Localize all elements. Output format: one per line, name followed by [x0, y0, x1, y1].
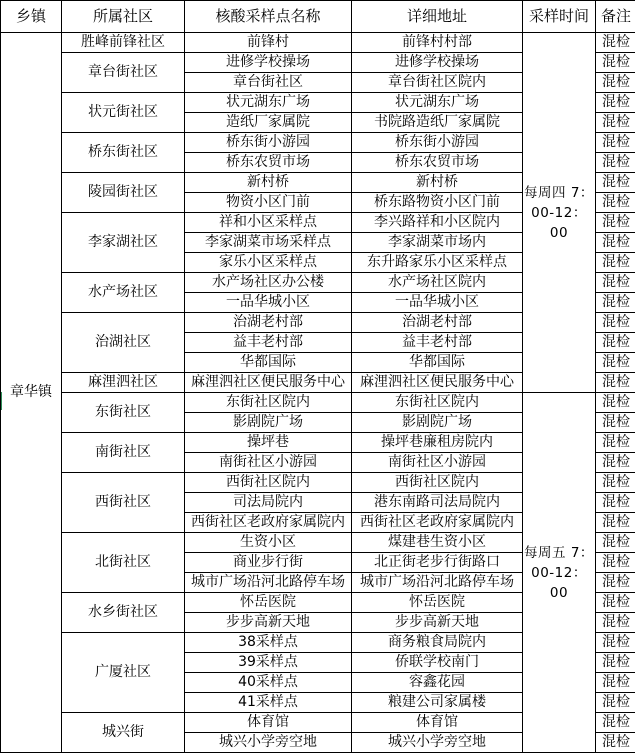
note-cell: 混检 — [596, 433, 635, 453]
note-cell: 混检 — [596, 113, 635, 133]
address-cell: 状元湖东广场 — [352, 93, 523, 113]
site-cell: 水产场社区办公楼 — [185, 273, 352, 293]
community-cell: 胜峰前锋社区 — [62, 33, 185, 53]
community-cell: 状元街社区 — [62, 93, 185, 133]
site-cell: 造纸厂家属院 — [185, 113, 352, 133]
community-cell: 西街社区 — [62, 473, 185, 533]
note-cell: 混检 — [596, 553, 635, 573]
site-cell: 新村桥 — [185, 173, 352, 193]
note-cell: 混检 — [596, 393, 635, 413]
header-town: 乡镇 — [1, 1, 62, 33]
note-cell: 混检 — [596, 453, 635, 473]
address-cell: 桥东路物资小区门前 — [352, 193, 523, 213]
site-cell: 生资小区 — [185, 533, 352, 553]
address-cell: 步步高新天地 — [352, 613, 523, 633]
address-cell: 麻浬泗社区便民服务中心 — [352, 373, 523, 393]
note-cell: 混检 — [596, 213, 635, 233]
address-cell: 体育馆 — [352, 713, 523, 733]
community-cell: 东街社区 — [62, 393, 185, 433]
address-cell: 桥东街小游园 — [352, 133, 523, 153]
address-cell: 怀岳医院 — [352, 593, 523, 613]
note-cell: 混检 — [596, 673, 635, 693]
address-cell: 商务粮食局院内 — [352, 633, 523, 653]
site-cell: 东街社区院内 — [185, 393, 352, 413]
address-cell: 东升路家乐小区采样点 — [352, 253, 523, 273]
community-cell: 城兴街 — [62, 713, 185, 753]
address-cell: 益丰老村部 — [352, 333, 523, 353]
site-cell: 益丰老村部 — [185, 333, 352, 353]
note-cell: 混检 — [596, 193, 635, 213]
header-community: 所属社区 — [62, 1, 185, 33]
note-cell: 混检 — [596, 633, 635, 653]
header-time: 采样时间 — [523, 1, 596, 33]
address-cell: 南街社区小游园 — [352, 453, 523, 473]
address-cell: 李兴路祥和小区院内 — [352, 213, 523, 233]
note-cell: 混检 — [596, 493, 635, 513]
site-cell: 李家湖菜市场采样点 — [185, 233, 352, 253]
note-cell: 混检 — [596, 533, 635, 553]
address-cell: 水产场社区院内 — [352, 273, 523, 293]
note-cell: 混检 — [596, 733, 635, 753]
note-cell: 混检 — [596, 513, 635, 533]
community-cell: 李家湖社区 — [62, 213, 185, 273]
site-cell: 40采样点 — [185, 673, 352, 693]
table-row — [1, 393, 635, 413]
note-cell: 混检 — [596, 253, 635, 273]
address-cell: 影剧院广场 — [352, 413, 523, 433]
note-cell: 混检 — [596, 133, 635, 153]
site-cell: 状元湖东广场 — [185, 93, 352, 113]
site-cell: 章台街社区 — [185, 73, 352, 93]
site-cell: 南街社区小游园 — [185, 453, 352, 473]
community-cell: 水产场社区 — [62, 273, 185, 313]
address-cell: 东街社区院内 — [352, 393, 523, 413]
note-cell: 混检 — [596, 273, 635, 293]
address-cell: 北正街老步行街路口 — [352, 553, 523, 573]
address-cell: 治湖老村部 — [352, 313, 523, 333]
note-cell: 混检 — [596, 573, 635, 593]
site-cell: 家乐小区采样点 — [185, 253, 352, 273]
note-cell: 混检 — [596, 373, 635, 393]
site-cell: 步步高新天地 — [185, 613, 352, 633]
header-row — [1, 1, 635, 33]
community-cell: 陵园街社区 — [62, 173, 185, 213]
note-cell: 混检 — [596, 313, 635, 333]
community-cell: 麻浬泗社区 — [62, 373, 185, 393]
site-cell: 物资小区门前 — [185, 193, 352, 213]
site-cell: 西街社区院内 — [185, 473, 352, 493]
time-cell: 每周四 7：00-12：00 — [523, 33, 596, 393]
time-cell: 每周五 7：00-12：00 — [523, 393, 596, 753]
note-cell: 混检 — [596, 73, 635, 93]
site-cell: 治湖老村部 — [185, 313, 352, 333]
site-cell: 一品华城小区 — [185, 293, 352, 313]
site-cell: 城兴小学旁空地 — [185, 733, 352, 753]
community-cell: 治湖社区 — [62, 313, 185, 373]
header-address: 详细地址 — [352, 1, 523, 33]
site-cell: 进修学校操场 — [185, 53, 352, 73]
note-cell: 混检 — [596, 613, 635, 633]
site-cell: 39采样点 — [185, 653, 352, 673]
note-cell: 混检 — [596, 293, 635, 313]
table-body — [1, 33, 635, 753]
address-cell: 西街社区院内 — [352, 473, 523, 493]
community-cell: 章台街社区 — [62, 53, 185, 93]
site-cell: 祥和小区采样点 — [185, 213, 352, 233]
town-cell: 章华镇 — [1, 33, 62, 753]
site-cell: 操坪巷 — [185, 433, 352, 453]
site-cell: 怀岳医院 — [185, 593, 352, 613]
note-cell: 混检 — [596, 93, 635, 113]
address-cell: 桥东农贸市场 — [352, 153, 523, 173]
address-cell: 书院路造纸厂家属院 — [352, 113, 523, 133]
address-cell: 新村桥 — [352, 173, 523, 193]
address-cell: 章台街社区院内 — [352, 73, 523, 93]
header-note: 备注 — [596, 1, 635, 33]
site-cell: 桥东农贸市场 — [185, 153, 352, 173]
note-cell: 混检 — [596, 233, 635, 253]
address-cell: 粮建公司家属楼 — [352, 693, 523, 713]
note-cell: 混检 — [596, 33, 635, 53]
address-cell: 侨联学校南门 — [352, 653, 523, 673]
site-cell: 影剧院广场 — [185, 413, 352, 433]
site-cell: 司法局院内 — [185, 493, 352, 513]
note-cell: 混检 — [596, 53, 635, 73]
address-cell: 煤建巷生资小区 — [352, 533, 523, 553]
site-cell: 41采样点 — [185, 693, 352, 713]
address-cell: 港东南路司法局院内 — [352, 493, 523, 513]
site-cell: 城市广场沿河北路停车场 — [185, 573, 352, 593]
site-cell: 38采样点 — [185, 633, 352, 653]
site-cell: 商业步行街 — [185, 553, 352, 573]
address-cell: 城兴小学旁空地 — [352, 733, 523, 753]
site-cell: 体育馆 — [185, 713, 352, 733]
site-cell: 华都国际 — [185, 353, 352, 373]
note-cell: 混检 — [596, 173, 635, 193]
address-cell: 城市广场沿河北路停车场 — [352, 573, 523, 593]
community-cell: 南街社区 — [62, 433, 185, 473]
address-cell: 华都国际 — [352, 353, 523, 373]
address-cell: 李家湖菜市场内 — [352, 233, 523, 253]
note-cell: 混检 — [596, 653, 635, 673]
site-cell: 桥东街小游园 — [185, 133, 352, 153]
note-cell: 混检 — [596, 593, 635, 613]
address-cell: 西街社区老政府家属院内 — [352, 513, 523, 533]
note-cell: 混检 — [596, 473, 635, 493]
header-site: 核酸采样点名称 — [185, 1, 352, 33]
note-cell: 混检 — [596, 413, 635, 433]
note-cell: 混检 — [596, 333, 635, 353]
site-cell: 前锋村 — [185, 33, 352, 53]
community-cell: 广厦社区 — [62, 633, 185, 713]
table-row — [1, 33, 635, 53]
community-cell: 桥东街社区 — [62, 133, 185, 173]
note-cell: 混检 — [596, 153, 635, 173]
note-cell: 混检 — [596, 693, 635, 713]
address-cell: 操坪巷廉租房院内 — [352, 433, 523, 453]
address-cell: 一品华城小区 — [352, 293, 523, 313]
address-cell: 进修学校操场 — [352, 53, 523, 73]
site-cell: 麻浬泗社区便民服务中心 — [185, 373, 352, 393]
address-cell: 前锋村村部 — [352, 33, 523, 53]
site-cell: 西街社区老政府家属院内 — [185, 513, 352, 533]
community-cell: 北街社区 — [62, 533, 185, 593]
address-cell: 容鑫花园 — [352, 673, 523, 693]
note-cell: 混检 — [596, 353, 635, 373]
community-cell: 水乡街社区 — [62, 593, 185, 633]
note-cell: 混检 — [596, 713, 635, 733]
